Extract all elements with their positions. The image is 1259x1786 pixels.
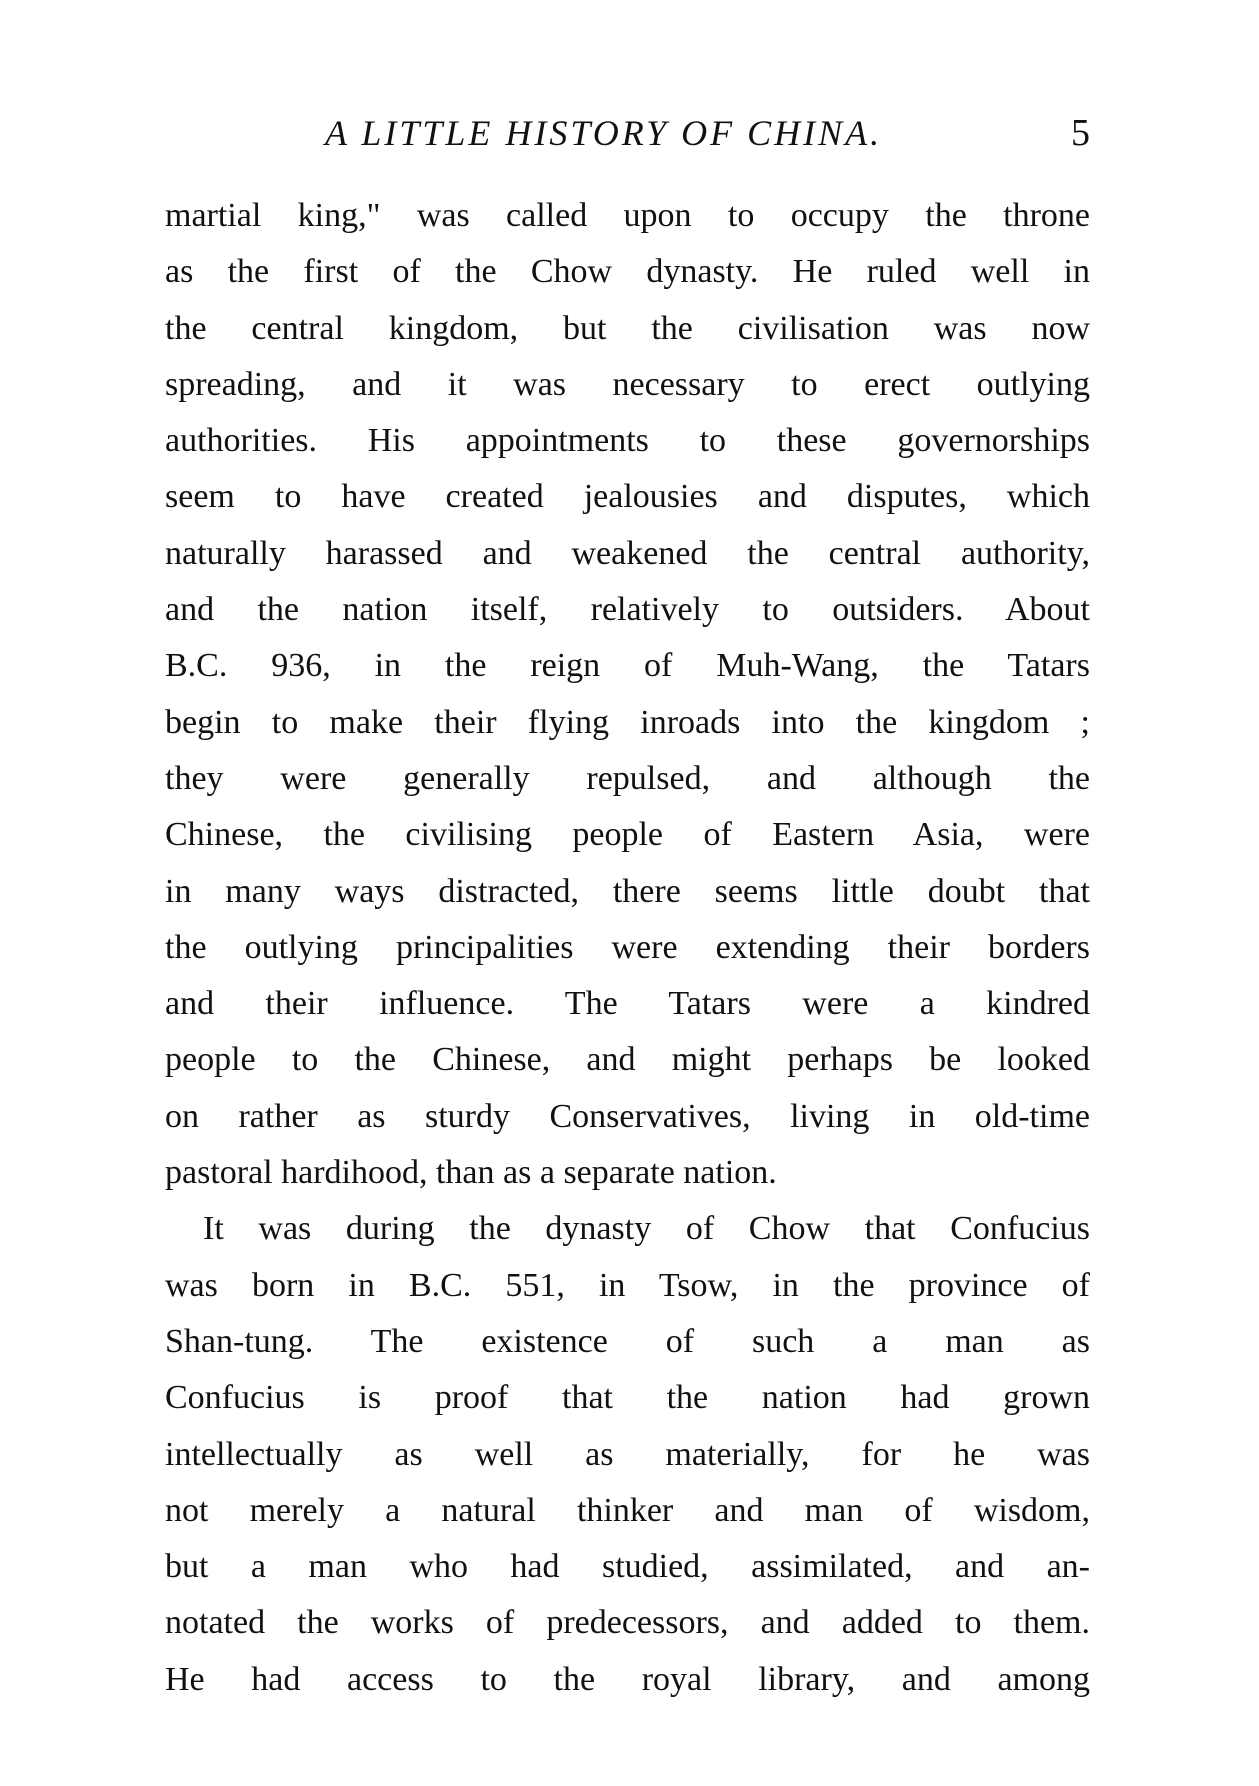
- text-line: Chinese, the civilising people of Eastern Asia, were: [165, 816, 1090, 854]
- text-line: naturally harassed and weakened the central authority,: [165, 534, 1090, 572]
- text-line: and the nation itself, relatively to outsiders. About: [165, 591, 1090, 629]
- running-title: A LITTLE HISTORY OF CHINA.: [325, 113, 883, 153]
- text-line: people to the Chinese, and might perhaps be looked: [165, 1041, 1090, 1079]
- text-line: but a man who had studied, assimilated, and an-: [165, 1548, 1090, 1586]
- running-head: [165, 108, 1090, 158]
- text-line: the outlying principalities were extending their borders: [165, 928, 1090, 966]
- text-line: the central kingdom, but the civilisation was now: [165, 309, 1090, 347]
- text-line: as the first of the Chow dynasty. He ruled well in: [165, 253, 1090, 291]
- text-line: It was during the dynasty of Chow that Confucius: [203, 1210, 1090, 1248]
- text-line: Shan-tung. The existence of such a man as: [165, 1322, 1090, 1360]
- text-line: intellectually as well as materially, for he was: [165, 1435, 1090, 1473]
- text-line: seem to have created jealousies and disputes, which: [165, 478, 1090, 516]
- text-line: He had access to the royal library, and among: [165, 1660, 1090, 1698]
- text-line: pastoral hardihood, than as a separate nation.: [165, 1154, 777, 1192]
- text-line: on rather as sturdy Conservatives, living in old-time: [165, 1097, 1090, 1135]
- text-line: martial king," was called upon to occupy the throne: [165, 197, 1090, 234]
- text-line: spreading, and it was necessary to erect outlying: [165, 365, 1090, 403]
- text-line: begin to make their flying inroads into the kingdom ;: [165, 703, 1090, 741]
- text-line: they were generally repulsed, and although the: [165, 759, 1090, 797]
- text-line: and their influence. The Tatars were a kindred: [165, 985, 1090, 1023]
- text-line: notated the works of predecessors, and added to them.: [165, 1604, 1090, 1642]
- text-line: not merely a natural thinker and man of wisdom,: [165, 1491, 1090, 1529]
- page-number: 5: [1071, 112, 1090, 154]
- text-line: B.C. 936, in the reign of Muh-Wang, the Tatars: [165, 647, 1090, 685]
- text-line: authorities. His appointments to these governorships: [165, 422, 1090, 460]
- text-line: in many ways distracted, there seems little doubt that: [165, 872, 1090, 910]
- text-line: Confucius is proof that the nation had grown: [165, 1379, 1090, 1417]
- text-line: was born in B.C. 551, in Tsow, in the province of: [165, 1266, 1090, 1304]
- body-text: [165, 188, 1090, 1708]
